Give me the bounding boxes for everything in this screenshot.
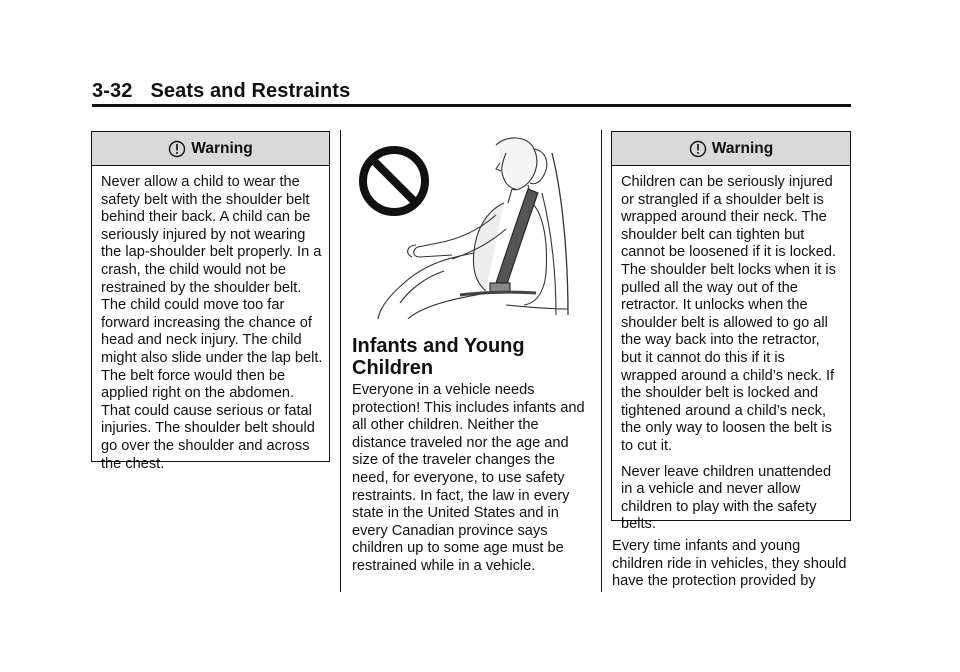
warning-icon	[689, 140, 707, 158]
warning-box-left	[91, 131, 330, 472]
seated-child-drawing	[378, 138, 568, 319]
warning-title: Warning	[191, 139, 253, 157]
prohibition-icon	[363, 150, 425, 212]
column-divider-left	[340, 130, 341, 592]
warning-paragraph-2: Never leave children unattended in a vehicle and never allow children to play with the safety belts.	[621, 463, 832, 533]
continuation-paragraph: Every time infants and young children ride in vehicles, they should have the protection provided by	[612, 538, 847, 590]
header-rule	[92, 104, 851, 107]
page-header	[92, 80, 350, 103]
warning-title: Warning	[711, 139, 774, 157]
warning-paragraph-1: Children can be seriously injured or strangled if a shoulder belt is wrapped around their neck. The shoulder belt can tighten but cannot be loosened if it is locked. The shoulder belt locks when it is pulled all the way out of the retractor. It unlocks when the shoulder belt is allowed to go all the way back into the retractor, but it cannot do this if it is wrapped around a child’s neck. If the shoulder belt is locked and tightened around a child’s neck, the only way to loosen the belt is to cut it.	[621, 174, 836, 454]
column-divider-right	[601, 130, 602, 592]
warning-text: Never allow a child to wear the safety belt with the shoulder belt behind their back. A child can be seriously injured by not wearing the lap-shoulder belt properly. In a crash, the child would not be restrained by the shoulder belt. The child could move too far forward increasing the chance of head and neck injury. The child might also slide under the lap belt. The belt force would then be applied right on the abdomen. That could cause serious or fatal injuries. The shoulder belt should go over the shoulder and across the chest.	[101, 174, 323, 472]
section-paragraph: Everyone in a vehicle needs protection! This includes infants and all other children. Neither the distance traveled nor the age and size of the traveler changes the need, for everyone, to use safety restraints. In fact, the law in every state in the United States and in every Canadian province says children up to some age must be restrained while in a vehicle.	[352, 382, 585, 574]
chapter-title: Seats and Restraints	[150, 80, 351, 102]
child-shoulder-belt-illustration	[356, 133, 572, 319]
warning-header	[612, 132, 850, 166]
page-number: 3-32	[92, 80, 133, 102]
warning-body	[612, 166, 850, 542]
section-title: Infants and Young Children	[352, 335, 525, 379]
warning-icon	[168, 140, 186, 158]
warning-body	[92, 166, 329, 481]
warning-box-right	[611, 131, 851, 533]
warning-header	[92, 132, 329, 166]
